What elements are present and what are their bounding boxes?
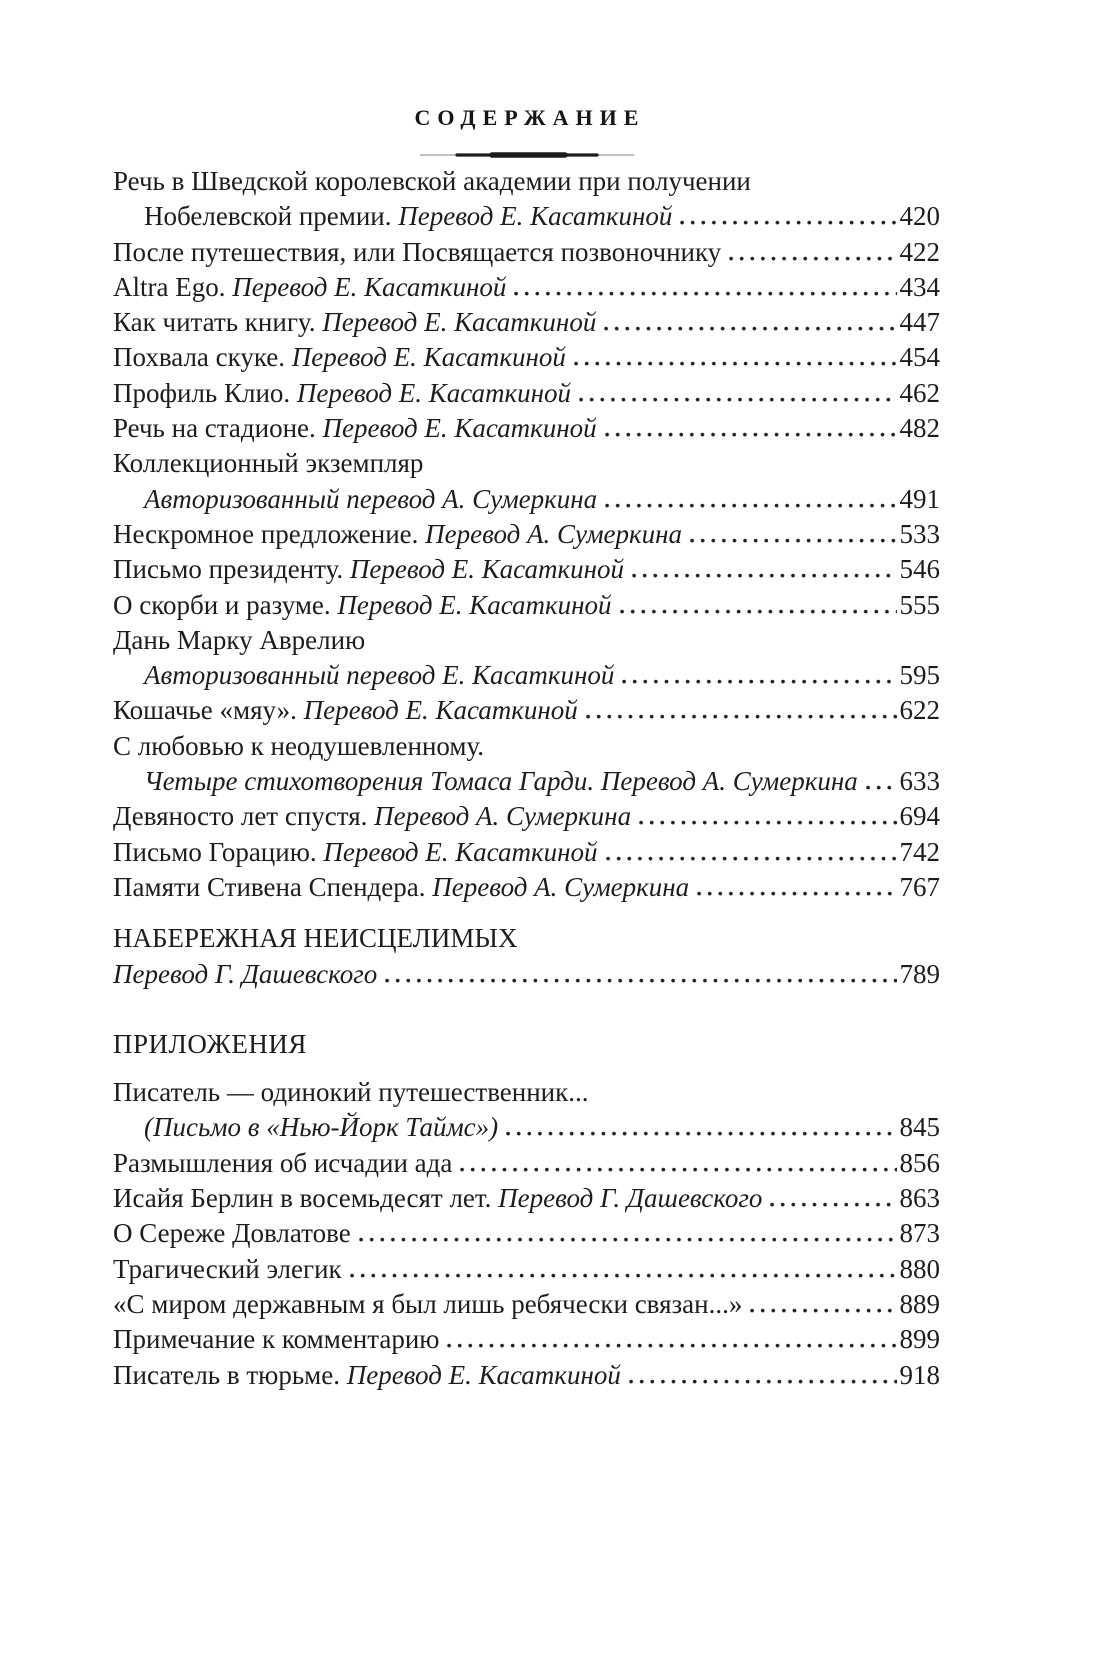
entry-text: Похвала скуке. — [113, 342, 292, 373]
toc-line — [113, 199, 940, 234]
toc-line — [113, 1287, 940, 1322]
dot-leader — [639, 820, 896, 825]
toc-entry — [113, 1181, 940, 1216]
toc-line — [113, 270, 940, 305]
entry-text: О Сереже Довлатове — [113, 1218, 351, 1249]
toc-line — [113, 235, 940, 270]
toc-entry — [113, 1146, 940, 1181]
toc-line — [113, 1075, 940, 1110]
page-number: 422 — [899, 236, 940, 267]
toc-entry — [113, 1287, 940, 1322]
dot-leader — [605, 503, 896, 508]
toc-entry — [113, 623, 940, 694]
dot-leader — [460, 1167, 896, 1172]
dot-leader — [629, 1379, 897, 1384]
page-title: СОДЕРЖАНИЕ — [414, 105, 646, 130]
translator-text: Перевод Е. Касаткиной — [337, 589, 612, 620]
dot-leader — [604, 326, 896, 331]
toc-line — [113, 957, 940, 992]
translator-text: Перевод Е. Касаткиной — [303, 695, 578, 726]
toc-entry — [113, 1358, 940, 1393]
dot-leader — [866, 785, 897, 790]
entry-text: Писатель — одинокий путешественник... — [113, 1077, 589, 1108]
entry-text: НАБЕРЕЖНАЯ НЕИСЦЕЛИМЫХ — [113, 923, 518, 954]
translator-text: Перевод Г. Дашевского — [113, 958, 378, 989]
dot-leader — [579, 397, 896, 402]
translator-text: Авторизованный перевод А. Сумеркина — [144, 483, 598, 514]
entry-text: Речь в Шведской королевской академии при получении — [113, 166, 751, 196]
entry-text: Памяти Стивена Спендера. — [113, 871, 433, 902]
toc-line — [113, 764, 940, 799]
translator-text: Перевод Е. Касаткиной — [349, 554, 624, 585]
page-number: 622 — [899, 695, 940, 726]
dot-leader — [729, 256, 896, 261]
dot-leader — [620, 609, 897, 614]
page-number: 420 — [899, 201, 940, 232]
toc-line — [113, 921, 940, 956]
page-number: 742 — [899, 836, 940, 867]
entry-text: Исайя Берлин в восемьдесят лет. — [113, 1183, 499, 1214]
toc-line — [113, 658, 940, 693]
entry-text: Примечание к комментарию — [113, 1324, 440, 1355]
page-number: 595 — [899, 660, 940, 691]
dot-leader — [690, 538, 896, 543]
dot-leader — [350, 1273, 897, 1278]
toc-entry — [113, 693, 940, 728]
entry-text: Речь на стадионе. — [113, 413, 323, 444]
toc-line — [113, 164, 940, 199]
swelled-rule-icon — [419, 151, 635, 159]
toc-entry — [113, 164, 940, 235]
page-number: 434 — [899, 271, 940, 302]
entry-text: Письмо президенту. — [113, 554, 350, 585]
toc-line — [113, 552, 940, 587]
toc-line — [113, 693, 940, 728]
translator-text: (Письмо в «Нью-Йорк Таймс») — [144, 1112, 499, 1143]
toc-entry — [113, 1252, 940, 1287]
entry-text: Трагический элегик — [113, 1253, 342, 1284]
toc-line — [113, 1252, 940, 1287]
toc-entry — [113, 729, 940, 800]
translator-text: Перевод А. Сумеркина — [432, 871, 690, 902]
translator-text: Перевод Е. Касаткиной — [296, 377, 572, 408]
dot-leader — [514, 291, 896, 296]
toc-entry — [113, 588, 940, 623]
toc-line — [113, 305, 940, 340]
page-number: 555 — [899, 589, 940, 620]
entry-text: Дань Марку Аврелию — [113, 624, 366, 655]
page-number: 880 — [899, 1253, 940, 1284]
toc-entry — [113, 517, 940, 552]
dot-leader — [605, 432, 897, 437]
toc-line — [113, 517, 940, 552]
toc-line — [113, 1322, 940, 1357]
dot-leader — [606, 856, 897, 861]
toc-line — [113, 340, 940, 375]
page-number: 767 — [899, 871, 940, 902]
page-number: 789 — [899, 958, 940, 989]
page-number: 863 — [899, 1183, 940, 1214]
dot-leader — [632, 573, 897, 578]
dot-leader — [586, 714, 897, 719]
toc-line — [113, 1181, 940, 1216]
toc-entry — [113, 1322, 940, 1357]
translator-text: Перевод Е. Касаткиной — [322, 307, 597, 338]
toc-entry — [113, 235, 940, 270]
toc-line — [113, 1146, 940, 1181]
toc-line — [113, 870, 940, 905]
translator-text: Перевод А. Сумеркина — [374, 801, 632, 832]
dot-leader — [359, 1237, 897, 1242]
toc-line — [113, 835, 940, 870]
entry-text: Altra Ego. — [113, 271, 233, 302]
toc-line — [113, 799, 940, 834]
entry-text: После путешествия, или Посвящается позвоночнику — [113, 236, 722, 267]
entry-text: Как читать книгу. — [113, 307, 323, 338]
translator-text: Перевод Е. Касаткиной — [398, 201, 673, 232]
page-number: 633 — [899, 766, 940, 797]
toc-entry — [113, 376, 940, 411]
toc-line — [113, 1110, 940, 1145]
entry-text: Профиль Клио. — [113, 377, 297, 408]
toc-line — [113, 446, 940, 481]
toc-entry — [113, 870, 940, 905]
entry-text: Кошачье «мяу». — [113, 695, 304, 726]
translator-text: Четыре стихотворения Томаса Гарди. Перевод А. Сумеркина — [144, 766, 858, 797]
page-number: 889 — [899, 1288, 940, 1319]
toc-list — [113, 164, 940, 1393]
page-number: 482 — [899, 413, 940, 444]
translator-text: Перевод А. Сумеркина — [425, 518, 683, 549]
entry-text: С любовью к неодушевленному. — [113, 730, 485, 761]
toc-entry — [113, 411, 940, 446]
entry-text: Нобелевской премии. — [144, 201, 399, 232]
translator-text: Перевод Г. Дашевского — [498, 1183, 763, 1214]
toc-entry — [113, 340, 940, 375]
title-divider — [113, 146, 940, 154]
toc-entry — [113, 1075, 940, 1146]
page-number: 546 — [899, 554, 940, 585]
page-number: 856 — [899, 1147, 940, 1178]
dot-leader — [574, 361, 897, 366]
toc-entry — [113, 446, 940, 517]
toc-line — [113, 482, 940, 517]
toc-entry — [113, 835, 940, 870]
dot-leader — [680, 220, 896, 225]
page-number: 447 — [899, 307, 940, 338]
entry-text: Письмо Горацию. — [113, 836, 324, 867]
toc-line — [113, 623, 940, 658]
entry-text: Нескромное предложение. — [113, 518, 426, 549]
translator-text: Перевод Е. Касаткиной — [322, 413, 597, 444]
toc-line — [113, 411, 940, 446]
toc-entry — [113, 1216, 940, 1251]
page-number: 454 — [899, 342, 940, 373]
page-number: 694 — [899, 801, 940, 832]
section-heading: ПРИЛОЖЕНИЯ — [113, 1028, 307, 1059]
toc-page — [113, 0, 940, 1393]
entry-text: «С миром державным я был лишь ребячески связан...» — [113, 1288, 743, 1319]
dot-leader — [622, 679, 896, 684]
page-number: 533 — [899, 518, 940, 549]
page-number: 491 — [899, 483, 940, 514]
dot-leader — [750, 1308, 896, 1313]
entry-text: Размышления об исчадии ада — [113, 1147, 453, 1178]
toc-entry — [113, 270, 940, 305]
dot-leader — [697, 891, 896, 896]
page-number: 918 — [899, 1359, 940, 1390]
toc-line — [113, 729, 940, 764]
dot-leader — [506, 1131, 896, 1136]
page-number: 845 — [899, 1112, 940, 1143]
translator-text: Перевод Е. Касаткиной — [323, 836, 598, 867]
entry-text: О скорби и разуме. — [113, 589, 338, 620]
page-number: 873 — [899, 1218, 940, 1249]
translator-text: Перевод Е. Касаткиной — [232, 271, 507, 302]
toc-line — [113, 1358, 940, 1393]
entry-text: Коллекционный экземпляр — [113, 448, 424, 479]
toc-line — [113, 588, 940, 623]
entry-text: Писатель в тюрьме. — [113, 1359, 347, 1390]
translator-text: Авторизованный перевод Е. Касаткиной — [144, 660, 615, 691]
entry-text: Девяносто лет спустя. — [113, 801, 375, 832]
toc-entry — [113, 552, 940, 587]
toc-entry — [113, 921, 940, 992]
toc-entry — [113, 799, 940, 834]
dot-leader — [447, 1343, 896, 1348]
page-number: 899 — [899, 1324, 940, 1355]
toc-line — [113, 1216, 940, 1251]
toc-entry — [113, 305, 940, 340]
translator-text: Перевод Е. Касаткиной — [346, 1359, 621, 1390]
page-number: 462 — [899, 377, 940, 408]
dot-leader — [770, 1202, 896, 1207]
translator-text: Перевод Е. Касаткиной — [291, 342, 566, 373]
toc-line — [113, 376, 940, 411]
dot-leader — [385, 978, 896, 983]
